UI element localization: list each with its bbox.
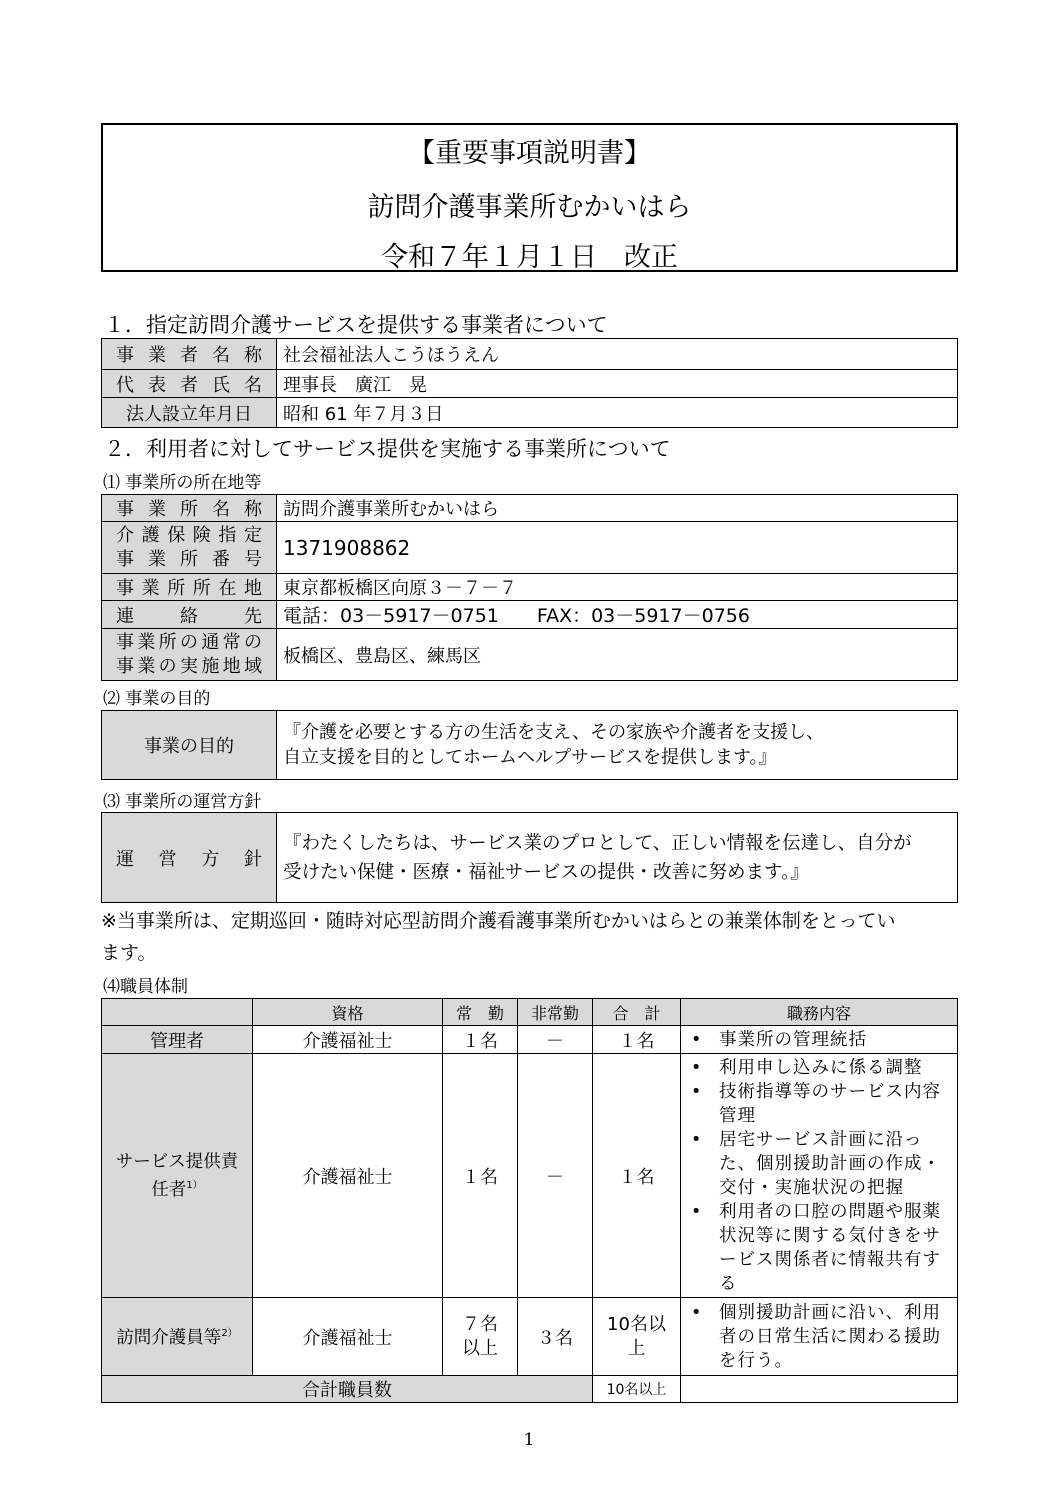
established-date-label: 法人設立年月日	[102, 398, 277, 428]
duty-item: • 個別援助計画に沿い、利用者の日常生活に関わる援助を行う。	[681, 1301, 949, 1373]
subsection-location-heading: ⑴ 事業所の所在地等	[103, 473, 262, 493]
table-row	[102, 522, 958, 574]
policy-line2: 受けたい保健・医療・福祉サービスの提供・改善に努めます。』	[283, 861, 809, 883]
purpose-value	[277, 711, 958, 780]
staff-header-fulltime: 常 勤	[443, 999, 518, 1026]
duty-item: • 技術指導等のサービス内容管理	[681, 1080, 949, 1128]
note-line1: ※当事業所は、定期巡回・随時対応型訪問介護看護事業所むかいはらとの兼業体制をとってい	[101, 910, 896, 932]
table-row	[102, 629, 958, 681]
section2-heading: ２．利用者に対してサービス提供を実施する事業所について	[104, 437, 671, 461]
subsection-policy-heading: ⑶ 事業所の運営方針	[103, 792, 262, 812]
staff-total-value: 10名以上	[593, 1376, 681, 1403]
subsection-purpose-heading: ⑵ 事業の目的	[103, 689, 211, 709]
staff-total-duties-blank	[681, 1376, 958, 1403]
duty-item: • 居宅サービス計画に沿った、個別援助計画の作成・交付・実施状況の把握	[681, 1128, 949, 1200]
staff-duties	[681, 1298, 958, 1376]
table-row	[102, 1054, 958, 1298]
staff-header-row	[102, 999, 958, 1026]
provider-table	[101, 338, 958, 428]
contact-label: 連絡先	[102, 601, 277, 629]
policy-value	[277, 813, 958, 903]
staff-header-blank	[102, 999, 253, 1026]
table-row	[102, 574, 958, 601]
office-number-value: 1371908862	[277, 522, 958, 574]
duty-item: • 事業所の管理統括	[681, 1028, 957, 1052]
office-name-label: 事業所名称	[102, 495, 277, 522]
provider-name-value: 社会福祉法人こうほうえん	[277, 339, 958, 370]
footnote-mark: 1）	[186, 1179, 203, 1191]
office-name-value: 訪問介護事業所むかいはら	[277, 495, 958, 522]
staff-role-manager: 管理者	[102, 1026, 253, 1054]
office-number-label-line1: 介護保険指定	[116, 524, 262, 546]
policy-label: 運営方針	[102, 813, 277, 903]
purpose-table	[101, 710, 958, 780]
purpose-line1: 『介護を必要とする方の生活を支え、その家族や介護者を支援し、	[283, 722, 825, 743]
office-number-label	[102, 522, 277, 574]
staff-fulltime: ７名以上	[443, 1298, 518, 1376]
document-title: 【重要事項説明書】	[408, 138, 651, 169]
table-row	[102, 370, 958, 398]
duty-item: • 利用者の口腔の問題や服薬状況等に関する気付きをサービス関係者に情報共有する	[681, 1200, 949, 1296]
table-row	[102, 339, 958, 370]
table-row	[102, 1298, 958, 1376]
policy-line1: 『わたくしたちは、サービス業のプロとして、正しい情報を伝達し、自分が	[283, 832, 912, 854]
service-area-label-line1: 事業所の通常の	[116, 631, 262, 653]
staff-header-parttime: 非常勤	[518, 999, 593, 1026]
office-table	[101, 494, 958, 681]
duty-item: • 利用申し込みに係る調整	[681, 1056, 949, 1080]
service-area-label	[102, 629, 277, 681]
table-row	[102, 601, 958, 629]
staff-role-service-manager	[102, 1054, 253, 1298]
note-line2: ます。	[101, 942, 157, 964]
representative-value: 理事長 廣江 晃	[277, 370, 958, 398]
staff-total: 10名以上	[593, 1298, 681, 1376]
table-row	[102, 495, 958, 522]
staff-total-label: 合計職員数	[102, 1376, 593, 1403]
purpose-label: 事業の目的	[102, 711, 277, 780]
staff-total: １名	[593, 1054, 681, 1298]
staff-total-row	[102, 1376, 958, 1403]
staff-duties	[681, 1054, 958, 1298]
staff-fulltime: １名	[443, 1026, 518, 1054]
staff-table	[101, 998, 958, 1403]
contact-value: 電話：03－5917－0751 FAX：03－5917－0756	[277, 601, 958, 629]
subsection-staff-heading: ⑷職員体制	[103, 977, 188, 997]
table-row	[102, 398, 958, 428]
footnote-mark: 2）	[221, 1328, 238, 1340]
staff-role-label: 訪問介護員等	[116, 1328, 222, 1348]
staff-role-label: サービス提供責任者	[115, 1151, 239, 1200]
office-address-label: 事業所所在地	[102, 574, 277, 601]
staff-qualification: 介護福祉士	[253, 1054, 443, 1298]
page-number: 1	[523, 1430, 535, 1450]
service-area-label-line2: 事業の実施地域	[116, 655, 262, 677]
established-date-value: 昭和 61 年７月３日	[277, 398, 958, 428]
service-area-value: 板橋区、豊島区、練馬区	[277, 629, 958, 681]
staff-header-qualification: 資格	[253, 999, 443, 1026]
staff-parttime: －	[518, 1026, 593, 1054]
title-box	[101, 123, 958, 272]
staff-parttime: －	[518, 1054, 593, 1298]
staff-header-duties: 職務内容	[681, 999, 958, 1026]
staff-header-total: 合 計	[593, 999, 681, 1026]
policy-table	[101, 812, 958, 903]
staff-fulltime: １名	[443, 1054, 518, 1298]
staff-parttime: ３名	[518, 1298, 593, 1376]
office-address-value: 東京都板橋区向原３－７－７	[277, 574, 958, 601]
representative-label: 代表者氏名	[102, 370, 277, 398]
purpose-line2: 自立支援を目的としてホームヘルプサービスを提供します。』	[283, 747, 777, 768]
office-name-title: 訪問介護事業所むかいはら	[367, 192, 692, 223]
office-number-label-line2: 事業所番号	[116, 548, 262, 570]
provider-name-label: 事業者名称	[102, 339, 277, 370]
table-row	[102, 813, 958, 903]
table-row	[102, 711, 958, 780]
section1-heading: １．指定訪問介護サービスを提供する事業者について	[104, 313, 608, 337]
revision-date: 令和７年１月１日 改正	[381, 242, 678, 273]
staff-duties	[681, 1026, 958, 1054]
table-row	[102, 1026, 958, 1054]
staff-total: １名	[593, 1026, 681, 1054]
staff-qualification: 介護福祉士	[253, 1298, 443, 1376]
staff-qualification: 介護福祉士	[253, 1026, 443, 1054]
staff-role-care-worker	[102, 1298, 253, 1376]
